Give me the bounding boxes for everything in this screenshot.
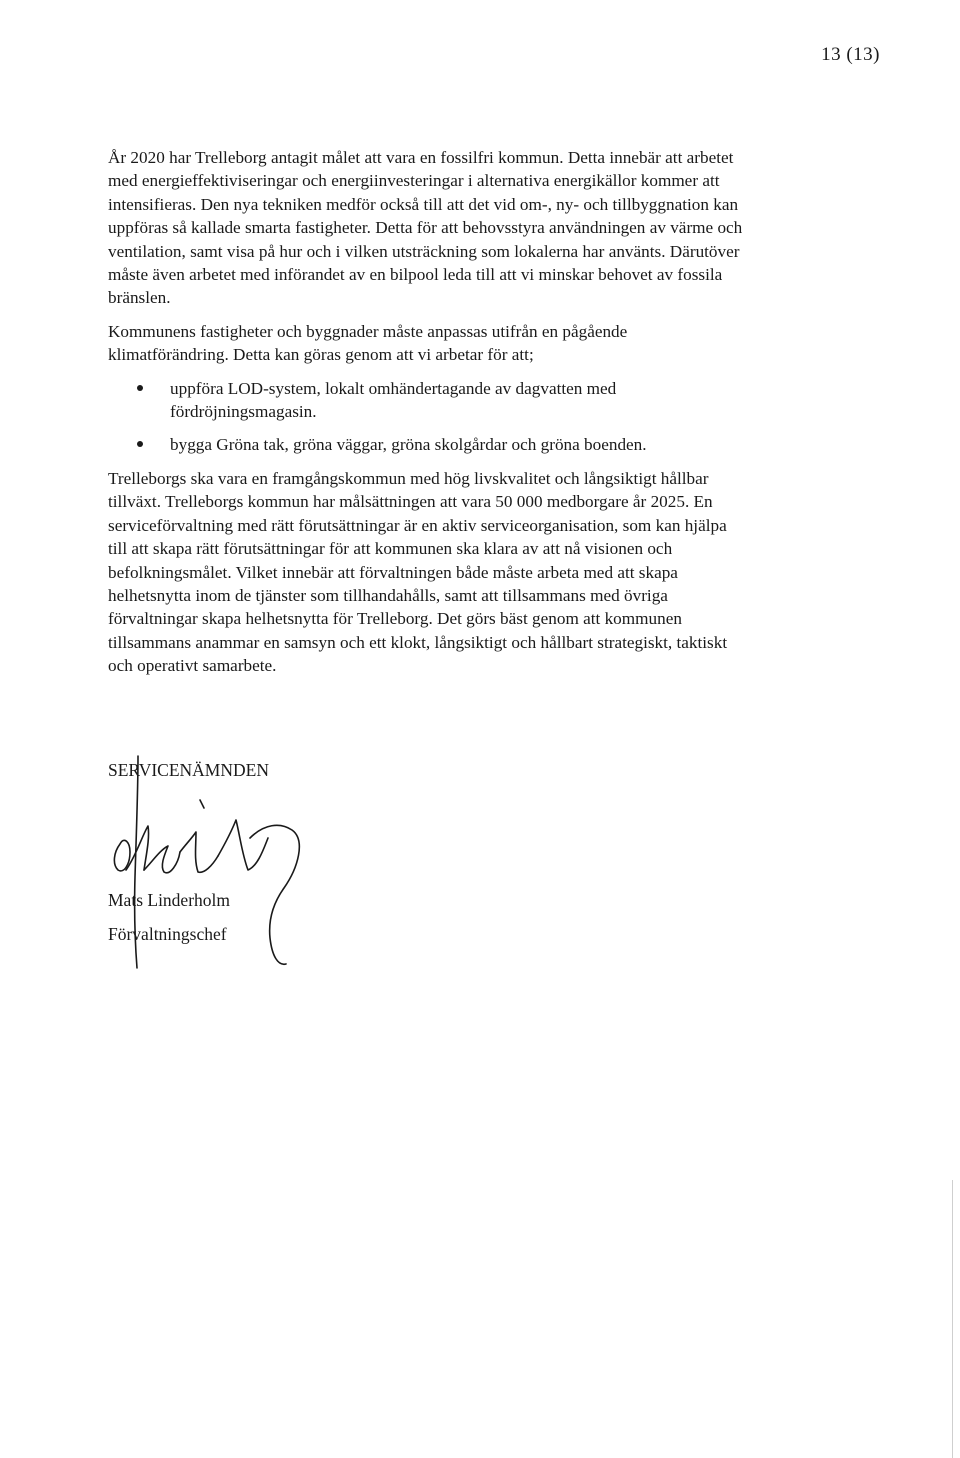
list-item-text: bygga Gröna tak, gröna väggar, gröna skolgårdar och gröna boenden. xyxy=(170,435,647,455)
signature-block xyxy=(108,752,408,982)
handwritten-signature-icon xyxy=(108,752,408,982)
bullet-icon xyxy=(137,441,143,447)
signatory-title: Förvaltningschef xyxy=(108,924,227,944)
paragraph-growth-vision: Trelleborgs ska vara en framgångskommun med hög livskvalitet och långsiktigt hållbar tillväxt. Trelleborgs kommun har målsättningen att vara 50 000 medborgare år 2025. En serviceförvaltning med rätt förutsättningar är en aktiv serviceorganisation, som kan hjälpa till att skapa rätt förutsättningar för att kommunen ska klara av att nå visionen och befolkningsmålet. Vilket innebär att förvaltningen både måste arbeta med att skapa helhetsnytta inom de tjänster som tillhandahålls, samt att tillsammans med övriga förvaltningar skapa helhetsnytta för Trelleborg. Det görs bäst genom att kommunen tillsammans anammar en samsyn och ett klokt, långsiktigt och hållbart strategiskt, taktiskt och operativt samarbete. xyxy=(108,468,728,676)
list-item xyxy=(108,433,748,456)
page-number: 13 (13) xyxy=(821,44,880,65)
document-body xyxy=(108,146,748,678)
list-item-text: uppföra LOD-system, lokalt omhändertagande av dagvatten med fördröjningsmagasin. xyxy=(170,378,617,422)
bullet-icon xyxy=(137,385,143,391)
action-list xyxy=(108,377,748,457)
scan-edge-line xyxy=(952,1180,953,1458)
paragraph-climate-adaptation: Kommunens fastigheter och byggnader måste anpassas utifrån en pågående klimatförändring. Detta kan göras genom att vi arbetar för att; xyxy=(108,321,628,365)
signatory-name: Mats Linderholm xyxy=(108,890,230,910)
paragraph-fossil-free: År 2020 har Trelleborg antagit målet att vara en fossilfri kommun. Detta innebär att arbetet med energieffektiviseringar och energiinvesteringar i alternativa energikällor kommer att intensifieras. Den nya tekniken medför också till att det vid om-, ny- och tillbyggnation kan uppföras så kallade smarta fastigheter. Detta för att behovsstyra användningen av värme och ventilation, samt visa på hur och i vilken utsträckning som lokalerna har använts. Därutöver måste även arbetet med införandet av en bilpool leda till att vi minskar behovet av fossila bränslen. xyxy=(108,148,743,308)
signature-department: SERVICENÄMNDEN xyxy=(108,760,269,780)
list-item xyxy=(108,377,748,424)
